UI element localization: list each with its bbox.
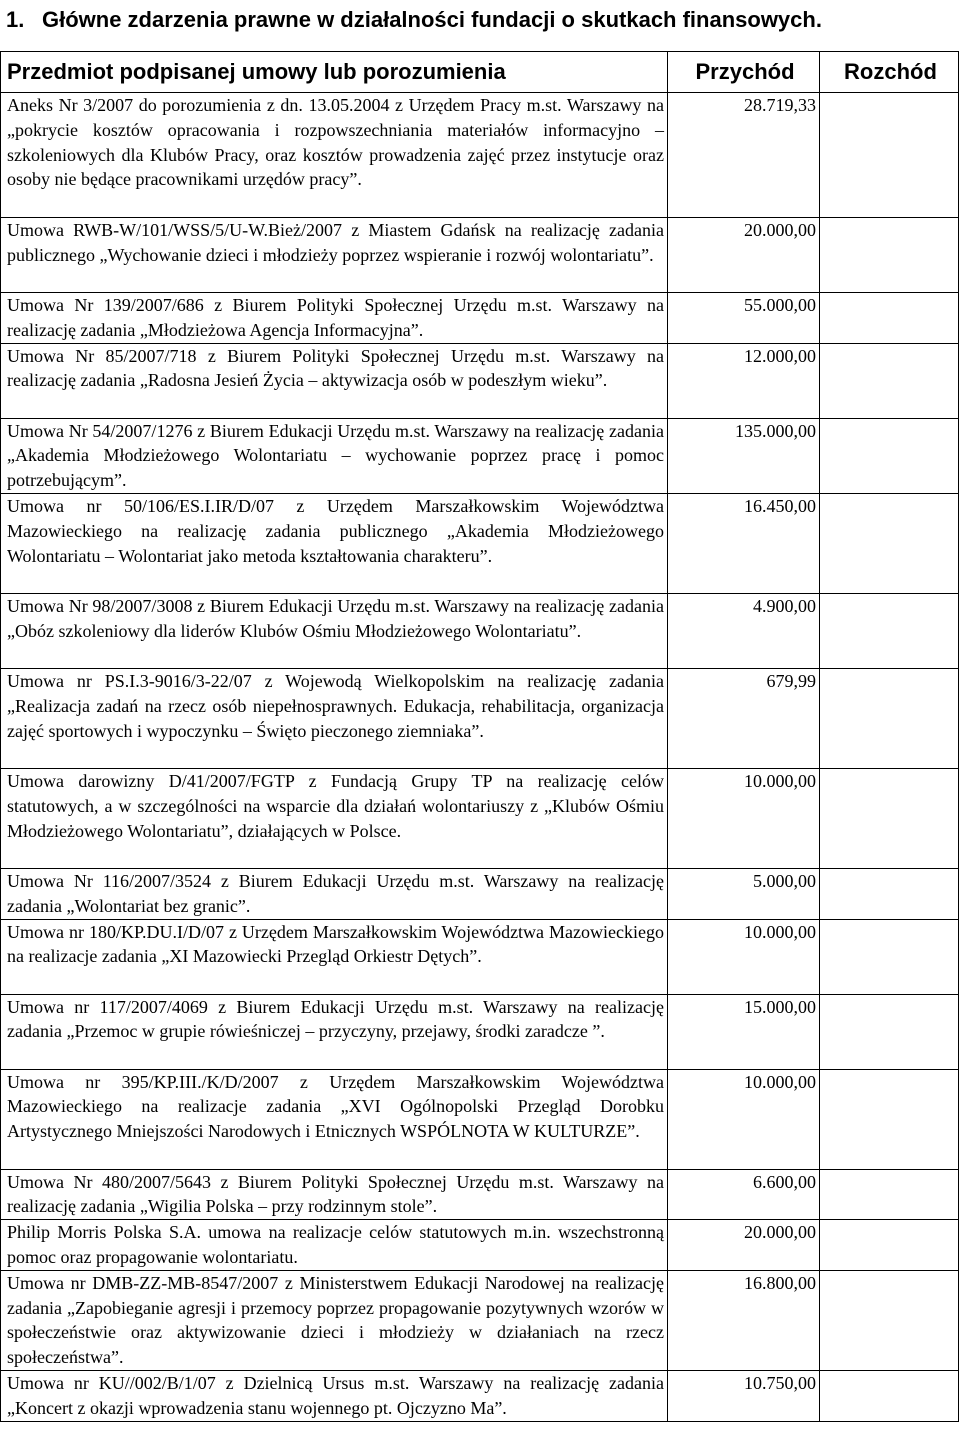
table-row (1, 668, 959, 768)
agreement-description: Umowa RWB-W/101/WSS/5/U-W.Bież/2007 z Miastem Gdańsk na realizację zadania publicznego „Wychowanie dzieci i młodzieży poprzez wspieranie i rozwój wolontariatu”. (1, 218, 668, 293)
header-subject: Przedmiot podpisanej umowy lub porozumienia (1, 52, 668, 93)
income-amount: 10.000,00 (668, 768, 820, 868)
agreement-description: Umowa nr 50/106/ES.I.IR/D/07 z Urzędem Marszałkowskim Województwa Mazowieckiego na realizację zadania publicznego „Akademia Młodzieżowego Wolontariatu – Wolontariat jako metoda kształtowania charakteru”. (1, 493, 668, 593)
section-heading (0, 0, 960, 40)
table-row (1, 218, 959, 293)
expense-amount (820, 868, 959, 919)
income-amount: 12.000,00 (668, 343, 820, 418)
agreement-description: Umowa Nr 480/2007/5643 z Biurem Polityki Społecznej Urzędu m.st. Warszawy na realizację zadania „Wigilia Polska – przy rodzinnym stole”. (1, 1169, 668, 1220)
table-row (1, 293, 959, 344)
expense-amount (820, 1169, 959, 1220)
section-title: Główne zdarzenia prawne w działalności fundacji o skutkach finansowych. (42, 7, 822, 32)
table-row (1, 93, 959, 218)
agreement-description: Aneks Nr 3/2007 do porozumienia z dn. 13.05.2004 z Urzędem Pracy m.st. Warszawy na „pokrycie kosztów opracowania i rozpowszechniania materiałów informacyjno – szkoleniowych dla Klubów Pracy, oraz kosztów prowadzenia zajęć przez instytucje oraz osoby nie będące pracownikami urzędów pracy”. (1, 93, 668, 218)
agreement-description: Philip Morris Polska S.A. umowa na realizacje celów statutowych m.in. wszechstronną pomoc oraz propagowanie wolontariatu. (1, 1220, 668, 1271)
header-income: Przychód (668, 52, 820, 93)
agreement-description: Umowa nr KU//002/B/1/07 z Dzielnicą Ursus m.st. Warszawy na realizację zadania „Koncert z okazji wprowadzenia stanu wojennego pt. Ojczyzno Ma”. (1, 1370, 668, 1421)
table-row (1, 593, 959, 668)
agreement-description: Umowa Nr 98/2007/3008 z Biurem Edukacji Urzędu m.st. Warszawy na realizację zadania „Obóz szkoleniowy dla liderów Klubów Ośmiu Młodzieżowego Wolontariatu”. (1, 593, 668, 668)
table-row (1, 1069, 959, 1169)
income-amount: 16.800,00 (668, 1270, 820, 1370)
income-amount: 16.450,00 (668, 493, 820, 593)
income-amount: 28.719,33 (668, 93, 820, 218)
income-amount: 6.600,00 (668, 1169, 820, 1220)
table-row (1, 868, 959, 919)
expense-amount (820, 994, 959, 1069)
income-amount: 135.000,00 (668, 418, 820, 493)
expense-amount (820, 1069, 959, 1169)
table-row (1, 1370, 959, 1421)
expense-amount (820, 768, 959, 868)
expense-amount (820, 93, 959, 218)
agreement-description: Umowa nr 117/2007/4069 z Biurem Edukacji Urzędu m.st. Warszawy na realizację zadania „Przemoc w grupie rówieśniczej – przyczyny, przejawy, środki zaradcze ”. (1, 994, 668, 1069)
agreement-description: Umowa nr DMB-ZZ-MB-8547/2007 z Ministerstwem Edukacji Narodowej na realizację zadania „Zapobieganie agresji i przemocy poprzez propagowanie pozytywnych wzorów w społeczeństwie oraz aktywizowanie dzieci i młodzieży w działaniach na rzecz społeczeństwa”. (1, 1270, 668, 1370)
expense-amount (820, 218, 959, 293)
income-amount: 10.000,00 (668, 919, 820, 994)
table-row (1, 343, 959, 418)
expense-amount (820, 1270, 959, 1370)
income-amount: 55.000,00 (668, 293, 820, 344)
expense-amount (820, 1370, 959, 1421)
table-header-row (1, 52, 959, 93)
expense-amount (820, 343, 959, 418)
income-amount: 4.900,00 (668, 593, 820, 668)
table-row (1, 493, 959, 593)
expense-amount (820, 593, 959, 668)
agreement-description: Umowa darowizny D/41/2007/FGTP z Fundacją Grupy TP na realizację celów statutowych, a w szczególności na wsparcie dla działań wolontariuszy z „Klubów Ośmiu Młodzieżowego Wolontariatu”, działających w Polsce. (1, 768, 668, 868)
income-amount: 20.000,00 (668, 1220, 820, 1271)
table-row (1, 1270, 959, 1370)
expense-amount (820, 418, 959, 493)
income-amount: 20.000,00 (668, 218, 820, 293)
section-number: 1. (6, 7, 25, 32)
expense-amount (820, 668, 959, 768)
header-expense: Rozchód (820, 52, 959, 93)
income-amount: 679,99 (668, 668, 820, 768)
table-row (1, 994, 959, 1069)
table-row (1, 418, 959, 493)
agreement-description: Umowa nr 180/KP.DU.I/D/07 z Urzędem Marszałkowskim Województwa Mazowieckiego na realizacje zadania „XI Mazowiecki Przegląd Orkiestr Dętych”. (1, 919, 668, 994)
agreement-description: Umowa Nr 85/2007/718 z Biurem Polityki Społecznej Urzędu m.st. Warszawy na realizację zadania „Radosna Jesień Życia – aktywizacja osób w podeszłym wieku”. (1, 343, 668, 418)
income-amount: 15.000,00 (668, 994, 820, 1069)
expense-amount (820, 493, 959, 593)
income-amount: 10.000,00 (668, 1069, 820, 1169)
agreement-description: Umowa Nr 139/2007/686 z Biurem Polityki Społecznej Urzędu m.st. Warszawy na realizację zadania „Młodzieżowa Agencja Informacyjna”. (1, 293, 668, 344)
agreement-description: Umowa Nr 54/2007/1276 z Biurem Edukacji Urzędu m.st. Warszawy na realizację zadania „Akademia Młodzieżowego Wolontariatu – wychowanie poprzez pracę i pomoc potrzebującym”. (1, 418, 668, 493)
income-amount: 10.750,00 (668, 1370, 820, 1421)
agreement-description: Umowa nr PS.I.3-9016/3-22/07 z Wojewodą Wielkopolskim na realizację zadania „Realizacja zadań na rzecz osób niepełnosprawnych. Edukacja, rehabilitacja, organizacja zajęć sportowych i wypoczynku – Święto pieczonego ziemniaka”. (1, 668, 668, 768)
expense-amount (820, 919, 959, 994)
table-row (1, 919, 959, 994)
table-row (1, 768, 959, 868)
agreement-description: Umowa nr 395/KP.III./K/D/2007 z Urzędem Marszałkowskim Województwa Mazowieckiego na realizacje zadania „XVI Ogólnopolski Przegląd Dorobku Artystycznego Mniejszości Narodowych i Etnicznych WSPÓLNOTA W KULTURZE”. (1, 1069, 668, 1169)
agreements-table (0, 51, 959, 1422)
agreement-description: Umowa Nr 116/2007/3524 z Biurem Edukacji Urzędu m.st. Warszawy na realizację zadania „Wolontariat bez granic”. (1, 868, 668, 919)
income-amount: 5.000,00 (668, 868, 820, 919)
expense-amount (820, 293, 959, 344)
expense-amount (820, 1220, 959, 1271)
table-row (1, 1220, 959, 1271)
table-row (1, 1169, 959, 1220)
